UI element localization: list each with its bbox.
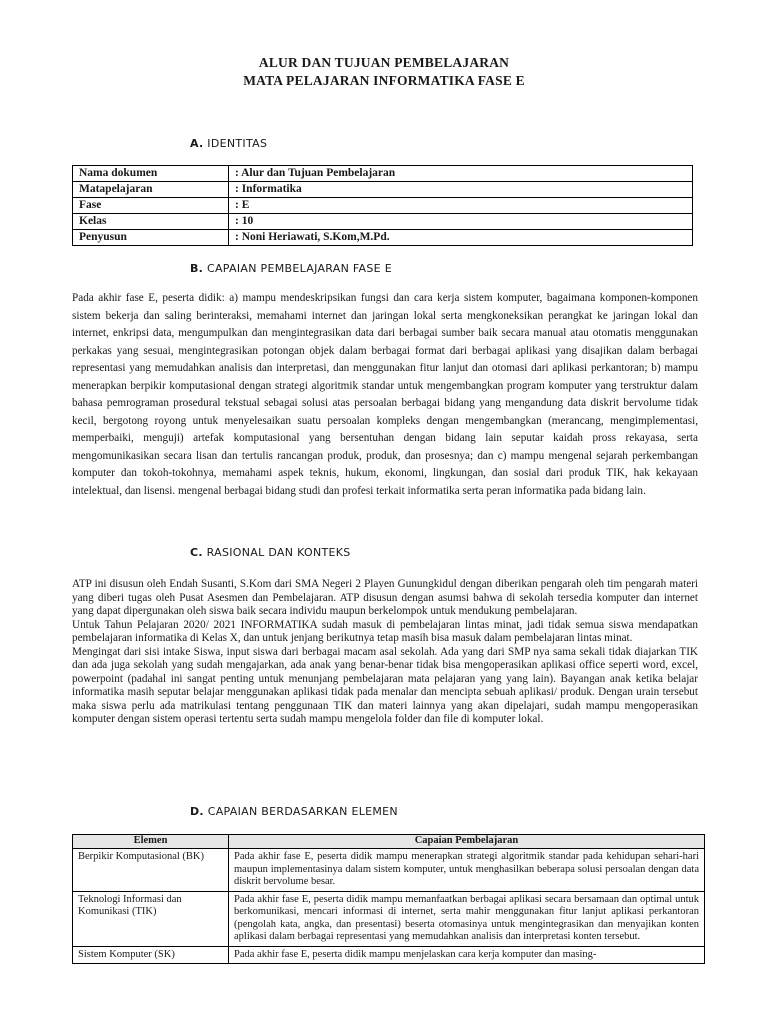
identity-key: Nama dokumen [73, 166, 229, 182]
capaian-paragraph: Pada akhir fase E, peserta didik: a) mampu mendeskripsikan fungsi dan cara kerja sistem komputer, bagaimana komponen-komponen sistem bekerja dan saling berinteraksi, memahami internet dan jaringan lokal serta mengkoneksikan perangkat ke jaringan lokal dan internet, enkripsi data, mengumpulkan dan mengintegrasikan data dari berbagai sumber baik secara manual atau otomatis menggunakan perkakas yang sesuai, mengintegrasikan potongan objek dalam berbagai format dari berbagai aplikasi yang disajikan dalam berbagai representasi yang memudahkan analisis dan interpretasi, dan menggunakan fitur lanjut dan otomasi dari aplikasi perkantoran; b) mampu menerapkan berpikir komputasional dengan strategi algoritmik standar untuk mengembangkan program komputer yang terstruktur dalam bahasa pemrograman prosedural tekstual sebagai solusi atas persoalan berbagai bidang yang mengandung data diskrit bervolume tidak kecil, bergotong royong untuk menyelesaikan suatu persoalan kompleks dengan mengembangkan (merancang, mengimplementasi, memperbaiki, menguji) artefak komputasional yang bersentuhan dengan bidang lain seputar kaidah pross rekayasa, serta mengomunikasikan secara lisan dan tertulis rancangan produk, produk, dan prosesnya; dan c) mampu mengenal sejarah perkembangan komputer dan tokoh-tokohnya, memahami aspek teknis, hukum, ekonomi, lingkungan, dan sosial dari produk TIK, hak kekayaan intelektual, dan lisensi. mengenal berbagai bidang studi dan profesi terkait informatika serta peran informatika pada bidang lain. [72, 292, 698, 497]
identity-key: Kelas [73, 214, 229, 230]
section-a-letter: A. [190, 137, 204, 150]
table-row [73, 230, 693, 246]
section-c-letter: C. [190, 546, 203, 559]
title-line-1: ALUR DAN TUJUAN PEMBELAJARAN [258, 55, 510, 70]
elemen-cell: Sistem Komputer (SK) [73, 946, 229, 964]
section-a-heading [190, 137, 267, 150]
section-b-label: CAPAIAN PEMBELAJARAN FASE E [206, 262, 392, 275]
capaian-cell: Pada akhir fase E, peserta didik mampu memanfaatkan berbagai aplikasi secara bersamaan dan optimal untuk berkomunikasi, mencari informasi di internet, serta mahir menggunakan fitur lanjut aplikasi perkantoran (pengolah kata, angka, dan presentasi) beserta otomasinya untuk mengintegrasikan dan menyajikan konten aplikasi dalam berbagai representasi yang memudahkan analisis dan interpretasi konten tersebut. [229, 891, 705, 946]
section-d-label: CAPAIAN BERDASARKAN ELEMEN [207, 805, 398, 818]
section-a-label: IDENTITAS [207, 137, 268, 150]
document-title [0, 54, 768, 90]
rasional-paragraph: ATP ini disusun oleh Endah Susanti, S.Kom dari SMA Negeri 2 Playen Gunungkidul dengan diberikan pengarah oleh tim pengarah materi yang diberi tugas oleh Pusat Asesmen dan Pembelajaran. ATP disusun dengan asumsi bahwa di sekolah tersedia komputer dan internet yang dapat dipergunakan oleh siswa baik secara individu maupun berkelompok untuk mendukung pembelajaran. [72, 578, 698, 617]
column-header-capaian: Capaian Pembelajaran [229, 835, 705, 849]
section-c-heading [190, 546, 351, 559]
table-row [73, 214, 693, 230]
identity-table [72, 165, 693, 246]
section-c-label: RASIONAL DAN KONTEKS [206, 546, 351, 559]
identity-value: : Noni Heriawati, S.Kom,M.Pd. [229, 230, 693, 246]
section-d-heading [190, 805, 398, 818]
table-row [73, 946, 705, 964]
rasional-block [72, 578, 698, 727]
identity-key: Matapelajaran [73, 182, 229, 198]
table-row [73, 198, 693, 214]
identity-value: : 10 [229, 214, 693, 230]
identity-key: Fase [73, 198, 229, 214]
capaian-cell: Pada akhir fase E, peserta didik mampu menerapkan strategi algoritmik standar pada kehidupan sehari-hari maupun implementasinya dalam sistem komputer, untuk menghasilkan beberapa solusi persoalan dengan data diskrit bervolume besar. [229, 849, 705, 892]
identity-value: : E [229, 198, 693, 214]
table-row [73, 182, 693, 198]
table-row [73, 849, 705, 892]
table-header-row [73, 835, 705, 849]
elemen-cell: Teknologi Informasi dan Komunikasi (TIK) [73, 891, 229, 946]
identity-key: Penyusun [73, 230, 229, 246]
identity-value: : Informatika [229, 182, 693, 198]
section-b-heading [190, 262, 392, 275]
capaian-cell: Pada akhir fase E, peserta didik mampu menjelaskan cara kerja komputer dan masing- [229, 946, 705, 964]
table-row [73, 166, 693, 182]
elemen-table [72, 834, 705, 964]
section-b-letter: B. [190, 262, 204, 275]
column-header-elemen: Elemen [73, 835, 229, 849]
identity-value: : Alur dan Tujuan Pembelajaran [229, 166, 693, 182]
table-row [73, 891, 705, 946]
title-line-2: MATA PELAJARAN INFORMATIKA FASE E [243, 73, 525, 88]
rasional-paragraph: Untuk Tahun Pelajaran 2020/ 2021 INFORMATIKA sudah masuk di pembelajaran lintas minat, jadi tidak semua siswa mendapatkan pembelajaran informatika di Kelas X, dan untuk jenjang berikutnya tetap masih bisa masuk dalam pembelajaran lintas minat. [72, 618, 698, 644]
rasional-paragraph: Mengingat dari sisi intake Siswa, input siswa dari berbagai macam asal sekolah. Ada yang dari SMP nya sama sekali tidak diajarkan TIK dan ada juga sekolah yang sudah mengajarkan, ada anak yang benar-benar tidak bisa mengoperasikan aplikasi office seperti word, excel, powerpoint (padahal ini sangat penting untuk menunjang pembelajaran mata pelajaran yang yang lain). Bayangan anak ketika belajar informatika masih seputar belajar menggunakan aplikasi tidak pada menalar dan mencipta sebuah aplikasi/ produk. Dengan urain tersebut maka siswa perlu ada matrikulasi tentang penggunaan TIK dan materi lainnya yang akan dipelajari, sudah mampu mengoperasikan komputer dengan sistem operasi tertentu serta sudah mampu mengelola folder dan file di komputer lokal. [72, 645, 698, 725]
elemen-cell: Berpikir Komputasional (BK) [73, 849, 229, 892]
section-d-letter: D. [190, 805, 204, 818]
